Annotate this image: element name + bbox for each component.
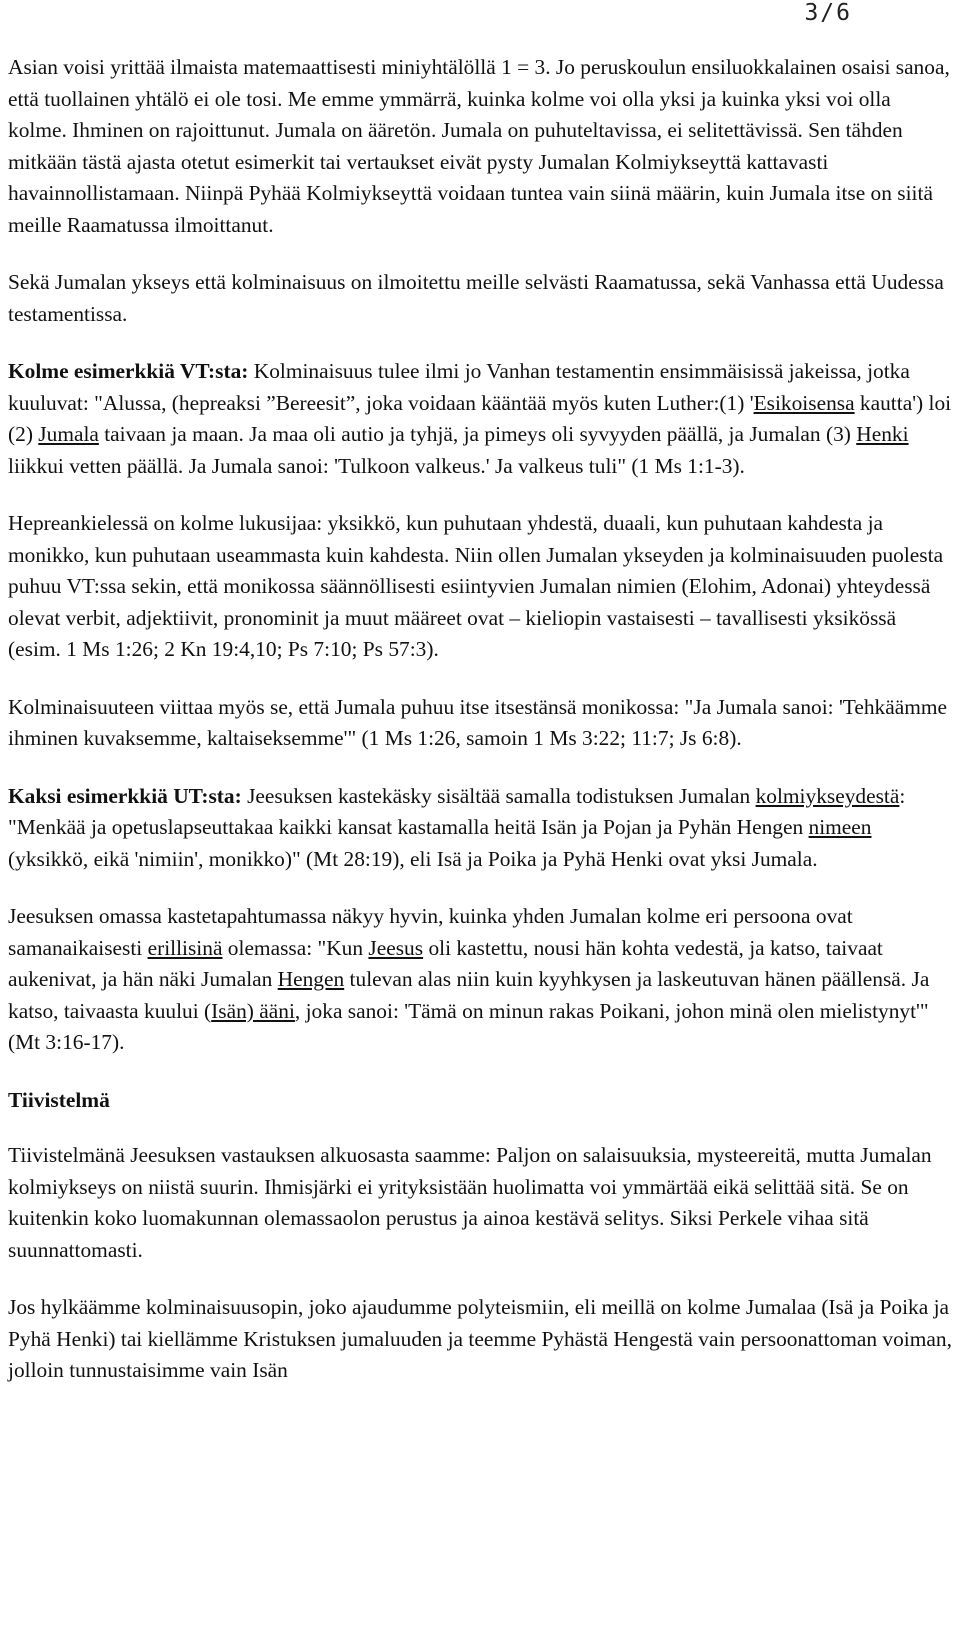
- paragraph-baptism: Jeesuksen omassa kastetapahtumassa näkyy hyvin, kuinka yhden Jumalan kolme eri persoona ovat samanaikaisesti erillisinä olemassa: "Kun Jeesus oli kastettu, nousi hän kohta vedestä, ja katso, taivaat aukenivat, ja hän näki Jumalan Hengen tulevan alas niin kuin kyyhkysen ja laskeutuvan hänen päällensä. Ja katso, taivaasta kuului (Isän) ääni, joka sanoi: 'Tämä on minun rakas Poikani, johon minä olen mielistynyt'" (Mt 3:16-17).: [8, 904, 930, 1054]
- paragraph-hebrew-grammar: Hepreankielessä on kolme lukusijaa: yksikkö, kun puhutaan yhdestä, duaali, kun puhutaan kahdesta ja monikko, kun puhutaan useammasta kuin kahdesta. Niin ollen Jumalan ykseyden ja kolminaisuuden puolesta puhuu VT:ssa sekin, että monikossa säännöllisesti esiintyvien Jumalan nimien (Elohim, Adonai) yhteydessä olevat verbit, adjektiivit, pronominit ja muut määreet ovat – kieliopin vastaisesti – tavallisesti yksikössä (esim. 1 Ms 1:26; 2 Kn 19:4,10; Ps 7:10; Ps 57:3).: [8, 511, 944, 661]
- section-heading-summary: Tiivistelmä: [8, 1087, 110, 1112]
- underlined-jeesus: Jeesus: [368, 935, 424, 960]
- underlined-isan-aani: Isän) ääni: [211, 998, 295, 1023]
- underlined-erillisina: erillisinä: [147, 935, 223, 960]
- paragraph-ot-examples: Kolme esimerkkiä VT:sta: Kolminaisuus tulee ilmi jo Vanhan testamentin ensimmäisissä jakeissa, jotka kuuluvat: "Alussa, (hepreaksi ”Bereesit”, joka voidaan kääntää myös kuten Luther:(1) 'Esikoisensa kautta') loi (2) Jumala taivaan ja maan. Ja maa oli autio ja tyhjä, ja pimeys oli syvyyden päällä, ja Jumalan (3) Henki liikkui vetten päällä. Ja Jumala sanoi: 'Tulkoon valkeus.' Ja valkeus tuli" (1 Ms 1:1-3).: [8, 359, 952, 478]
- paragraph-unity-trinity: Sekä Jumalan ykseys että kolminaisuus on ilmoitettu meille selvästi Raamatussa, sekä Vanhassa että Uudessa testamentissa.: [8, 270, 944, 326]
- underlined-jumala: Jumala: [38, 422, 99, 446]
- underlined-kolmiykseydesta: kolmiykseydestä: [755, 783, 900, 808]
- page-number: 3/6: [804, 0, 852, 26]
- paragraph-nt-examples: Kaksi esimerkkiä UT:sta: Jeesuksen kastekäsky sisältää samalla todistuksen Jumalan kolmiykseydestä: "Menkää ja opetuslapseuttakaa kaikki kansat kastamalla heitä Isän ja Pojan ja Pyhän Hengen nimeen (yksikkö, eikä 'nimiin', monikko)" (Mt 28:19), eli Isä ja Poika ja Pyhä Henki ovat yksi Jumala.: [8, 783, 906, 871]
- ot-examples-heading: Kolme esimerkkiä VT:sta:: [8, 359, 249, 383]
- paragraph-summary: Tiivistelmänä Jeesuksen vastauksen alkuosasta saamme: Paljon on salaisuuksia, mysteereitä, mutta Jumalan kolmiykseys on niistä suurin. Ihmisjärki ei yrityksistään huolimatta voi ymmärtää eikä selittää sitä. Se on kuitenkin koko luomakunnan olemassaolon perustus ja ainoa kestävä selitys. Siksi Perkele vihaa sitä suunnattomasti.: [8, 1143, 932, 1262]
- document-body: [8, 52, 953, 1413]
- underlined-henki: Henki: [856, 422, 909, 446]
- nt-examples-heading: Kaksi esimerkkiä UT:sta:: [8, 783, 242, 808]
- underlined-esikoisensa: Esikoisensa: [753, 390, 855, 415]
- underlined-hengen: Hengen: [277, 967, 345, 991]
- underlined-nimeen: nimeen: [808, 815, 872, 839]
- paragraph-plural-speech: Kolminaisuuteen viittaa myös se, että Jumala puhuu itse itsestänsä monikossa: "Ja Jumala sanoi: 'Tehkäämme ihminen kuvaksemme, kaltaiseksemme'" (1 Ms 1:26, samoin 1 Ms 3:22; 11:7; Js 6:8).: [8, 694, 948, 750]
- paragraph-intro: Asian voisi yrittää ilmaista matemaattisesti miniyhtälöllä 1 = 3. Jo peruskoulun ensiluokkalainen osaisi sanoa, että tuollainen yhtälö ei ole tosi. Me emme ymmärrä, kuinka kolme voi olla yksi ja kuinka yksi voi olla kolme. Ihminen on rajoittunut. Jumala on ääretön. Jumala on puhuteltavissa, ei selitettävissä. Sen tähden mitkään tästä ajasta otetut esimerkit tai vertaukset eivät pysty Jumalan Kolmiykseyttä kattavasti havainnollistamaan. Niinpä Pyhää Kolmiykseyttä voidaan tuntea vain siinä määrin, kuin Jumala itse on siitä meille Raamatussa ilmoittanut.: [8, 55, 950, 237]
- paragraph-rejection: Jos hylkäämme kolminaisuusopin, joko ajaudumme polyteismiin, eli meillä on kolme Jumalaa (Isä ja Poika ja Pyhä Henki) tai kiellämme Kristuksen jumaluuden ja teemme Pyhästä Hengestä vain persoonattoman voiman, jolloin tunnustaisimme vain Isän: [8, 1295, 952, 1382]
